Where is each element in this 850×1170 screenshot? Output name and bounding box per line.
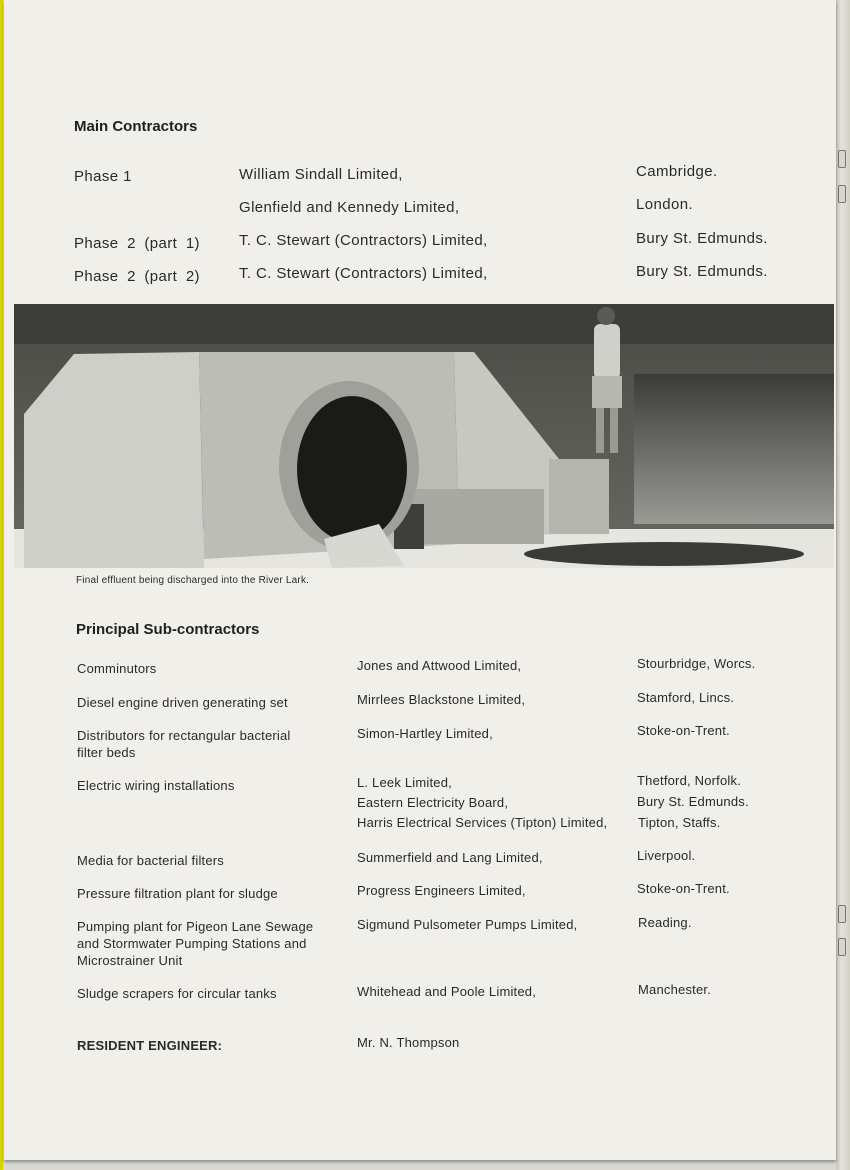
contractor-name: T. C. Stewart (Contractors) Limited, bbox=[239, 232, 488, 249]
sub-item: Diesel engine driven generating set bbox=[77, 695, 288, 710]
scan-edge bbox=[0, 0, 3, 1170]
contractor-name: Glenfield and Kennedy Limited, bbox=[239, 199, 460, 216]
sub-company: L. Leek Limited, bbox=[357, 775, 452, 790]
sub-location: Reading. bbox=[638, 915, 692, 930]
outfall-photo bbox=[14, 304, 834, 568]
sub-company: Mirrlees Blackstone Limited, bbox=[357, 692, 526, 707]
sub-location: Tipton, Staffs. bbox=[638, 815, 721, 830]
sub-company: Harris Electrical Services (Tipton) Limited, bbox=[357, 815, 608, 830]
sub-company: Sigmund Pulsometer Pumps Limited, bbox=[357, 917, 578, 932]
phase-label: Phase 2 (part 1) bbox=[74, 235, 200, 252]
document-page bbox=[4, 0, 836, 1160]
contractor-location: Cambridge. bbox=[636, 163, 718, 180]
sub-item: and Stormwater Pumping Stations and bbox=[77, 936, 307, 951]
staple bbox=[838, 150, 846, 168]
resident-engineer-name: Mr. N. Thompson bbox=[357, 1035, 460, 1050]
sub-company: Simon-Hartley Limited, bbox=[357, 726, 493, 741]
sub-item: Media for bacterial filters bbox=[77, 853, 225, 868]
sub-item: Sludge scrapers for circular tanks bbox=[77, 986, 277, 1001]
sub-item: Pressure filtration plant for sludge bbox=[77, 886, 278, 901]
sub-location: Stoke-on-Trent. bbox=[637, 881, 730, 896]
staple bbox=[838, 905, 846, 923]
sub-company: Eastern Electricity Board, bbox=[357, 795, 509, 810]
sub-location: Stamford, Lincs. bbox=[637, 690, 735, 705]
sub-location: Stourbridge, Worcs. bbox=[637, 656, 756, 671]
sub-location: Thetford, Norfolk. bbox=[637, 773, 742, 788]
outfall-photo-illustration bbox=[14, 304, 834, 568]
sub-item: Pumping plant for Pigeon Lane Sewage bbox=[77, 919, 314, 934]
sub-company: Summerfield and Lang Limited, bbox=[357, 850, 543, 865]
contractor-location: Bury St. Edmunds. bbox=[636, 230, 768, 247]
sub-company: Jones and Attwood Limited, bbox=[357, 658, 522, 673]
sub-location: Manchester. bbox=[638, 982, 712, 997]
sub-item: Distributors for rectangular bacterial bbox=[77, 728, 291, 743]
sub-contractors-heading: Principal Sub-contractors bbox=[76, 621, 260, 638]
sub-item: filter beds bbox=[77, 745, 136, 760]
staple bbox=[838, 185, 846, 203]
resident-engineer-label: RESIDENT ENGINEER: bbox=[77, 1038, 223, 1053]
sub-company: Progress Engineers Limited, bbox=[357, 883, 526, 898]
contractor-location: London. bbox=[636, 196, 694, 213]
contractor-location: Bury St. Edmunds. bbox=[636, 263, 768, 280]
contractor-name: William Sindall Limited, bbox=[239, 166, 403, 183]
main-contractors-heading: Main Contractors bbox=[74, 118, 198, 135]
phase-label: Phase 1 bbox=[74, 168, 132, 185]
sub-item: Electric wiring installations bbox=[77, 778, 235, 793]
booklet-spine bbox=[836, 0, 850, 1170]
photo-caption: Final effluent being discharged into the River Lark. bbox=[76, 575, 310, 586]
staple bbox=[838, 938, 846, 956]
sub-company: Whitehead and Poole Limited, bbox=[357, 984, 537, 999]
sub-location: Liverpool. bbox=[637, 848, 696, 863]
phase-label: Phase 2 (part 2) bbox=[74, 268, 200, 285]
sub-location: Stoke-on-Trent. bbox=[637, 723, 730, 738]
sub-location: Bury St. Edmunds. bbox=[637, 794, 749, 809]
contractor-name: T. C. Stewart (Contractors) Limited, bbox=[239, 265, 488, 282]
sub-item: Comminutors bbox=[77, 661, 157, 676]
sub-item: Microstrainer Unit bbox=[77, 953, 183, 968]
